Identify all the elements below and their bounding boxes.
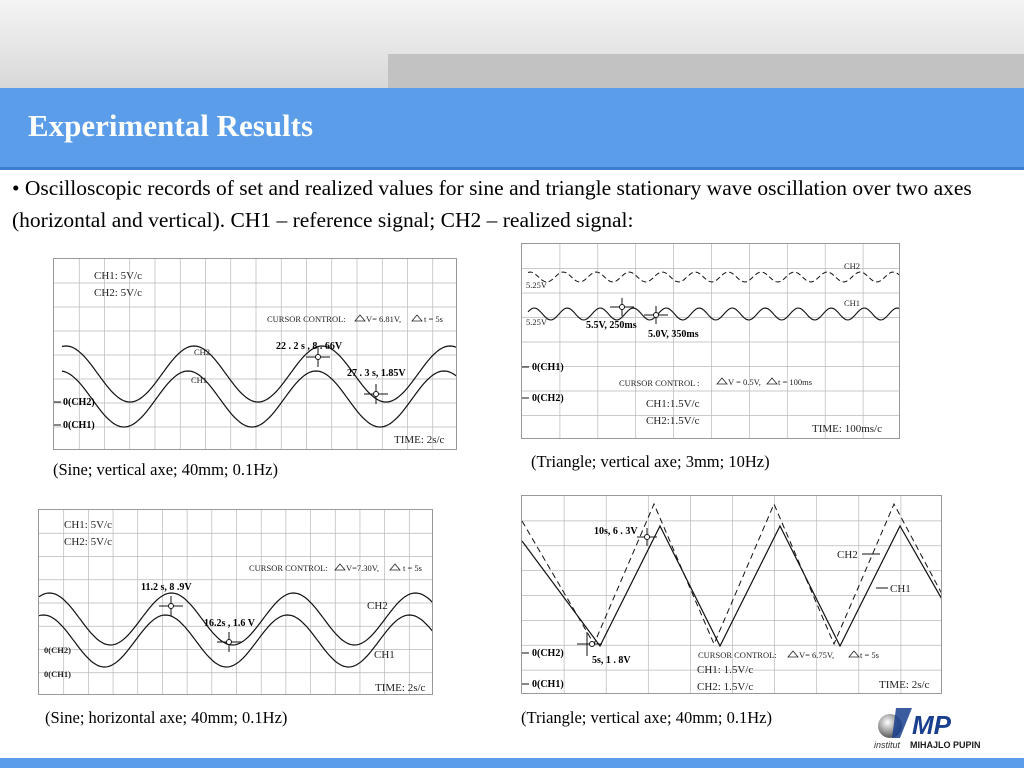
scope-2-caption: (Triangle; vertical axe; 3mm; 10Hz) (531, 452, 770, 471)
scope-3-ch1-scale: CH1: 5V/c (64, 519, 112, 531)
scope-2-cursor1: 5.5V, 250ms (586, 320, 637, 331)
scope-1-ch1-scale: CH1: 5V/c (94, 270, 142, 282)
scope-2-grid (522, 244, 900, 439)
scope-2-cursor2: 5.0V, 350ms (648, 329, 699, 340)
scope-sine-horizontal (38, 509, 433, 695)
scope-2-zero-ch1: 0(CH1) (532, 362, 564, 373)
header-tab-shape (388, 54, 1024, 88)
scope-1-ch2-label: CH2 (194, 347, 211, 357)
scope-4-time: TIME: 2s/c (879, 679, 930, 691)
scope-1-cursor1: 22 . 2 s , 8 . 66V (276, 341, 343, 352)
scope-2-ch2-scale: CH2:1.5V/c (646, 415, 700, 427)
scope-3-time: TIME: 2s/c (375, 682, 426, 694)
scope-1-zero-ch1: 0(CH1) (63, 420, 95, 431)
scope-sine-vertical (53, 258, 457, 450)
scope-1-ch1-label: CH1 (191, 375, 208, 385)
scope-1-ch2-scale: CH2: 5V/c (94, 287, 142, 299)
scope-1-caption: (Sine; vertical axe; 40mm; 0.1Hz) (53, 460, 278, 479)
scope-4-zero-ch1: 0(CH1) (532, 679, 564, 690)
scope-1-zero-ch2: 0(CH2) (63, 397, 95, 408)
logo-svg (872, 704, 990, 750)
logo-letters: MP (912, 710, 951, 740)
scope-1-cursor-prefix: CURSOR CONTROL: (267, 314, 346, 324)
scope-3-caption: (Sine; horizontal axe; 40mm; 0.1Hz) (45, 708, 288, 727)
scope-2-ch1-scale: CH1:1.5V/c (646, 398, 700, 410)
scope-1-time: TIME: 2s/c (394, 434, 445, 446)
scope-3-cursor-t: t = 5s (403, 563, 422, 573)
scope-4-svg (522, 496, 942, 694)
slide-title: Experimental Results (28, 108, 314, 143)
scope-4-cursor1: 10s, 6 . 3V (594, 526, 638, 537)
scope-4-ch1-scale: CH1: 1.5V/c (697, 664, 754, 676)
scope-1-cursor-v: V= 6.81V, (366, 314, 402, 324)
scope-2-level-top: 5.25V (526, 280, 548, 290)
scope-4-cursor-v: V= 6.75V, (799, 650, 835, 660)
scope-3-svg (39, 510, 433, 695)
footer-bar (0, 758, 1024, 768)
scope-4-ch2-label: CH2 (837, 549, 858, 561)
scope-4-cursor-t: t = 5s (860, 650, 879, 660)
scope-4-cursor2: 5s, 1 . 8V (592, 655, 631, 666)
scope-2-cursor-t: t = 100ms (778, 377, 813, 387)
scope-2-ch2-trace (528, 272, 900, 282)
scope-2-ch1-trace (528, 308, 900, 320)
scope-2-level-bottom: 5.25V (526, 317, 548, 327)
scope-triangle-0-1hz (521, 495, 942, 694)
scope-triangle-10hz (521, 243, 900, 439)
scope-3-cursor1: 11.2 s, 8 .9V (141, 582, 192, 593)
scope-1-svg (54, 259, 457, 450)
scope-1-cursor-t: t = 5s (424, 314, 443, 324)
logo-name: MIHAJLO PUPIN (910, 740, 981, 750)
institute-logo (872, 704, 990, 750)
intro-text: • Oscilloscopic records of set and realized values for sine and triangle stationary wave oscillation over two axes (horizontal and vertical). CH1 – reference signal; CH2 – realized signal: (12, 176, 972, 232)
scope-1-cursor2: 27 . 3 s, 1.85V (347, 368, 406, 379)
scope-2-ch1-label: CH1 (844, 298, 861, 308)
scope-3-ch2-label: CH2 (367, 600, 388, 612)
logo-institut: institut (874, 740, 901, 750)
scope-3-zero-ch2: 0(CH2) (44, 645, 71, 655)
cursor-marker-icon (577, 528, 657, 656)
scope-2-ch2-label: CH2 (844, 261, 861, 271)
scope-3-cursor-prefix: CURSOR CONTROL: (249, 563, 328, 573)
scope-4-cursor-prefix: CURSOR CONTROL: (698, 650, 777, 660)
scope-2-cursor-prefix: CURSOR CONTROL : (619, 378, 700, 388)
scope-2-zero-ch2: 0(CH2) (532, 393, 564, 404)
scope-4-ch2-scale: CH2: 1.5V/c (697, 681, 754, 693)
scope-2-time: TIME: 100ms/c (812, 423, 882, 435)
scope-3-zero-ch1: 0(CH1) (44, 669, 71, 679)
scope-3-ch1-label: CH1 (374, 649, 395, 661)
scope-3-cursor2: 16.2s , 1.6 V (204, 618, 255, 629)
scope-2-svg (522, 244, 900, 439)
scope-2-cursor-v: V = 0.5V, (728, 377, 761, 387)
scope-4-caption: (Triangle; vertical axe; 40mm; 0.1Hz) (521, 708, 772, 727)
scope-4-zero-ch2: 0(CH2) (532, 648, 564, 659)
scope-4-ch1-label: CH1 (890, 583, 911, 595)
scope-3-cursor-v: V=7.30V, (346, 563, 379, 573)
scope-3-ch2-scale: CH2: 5V/c (64, 536, 112, 548)
